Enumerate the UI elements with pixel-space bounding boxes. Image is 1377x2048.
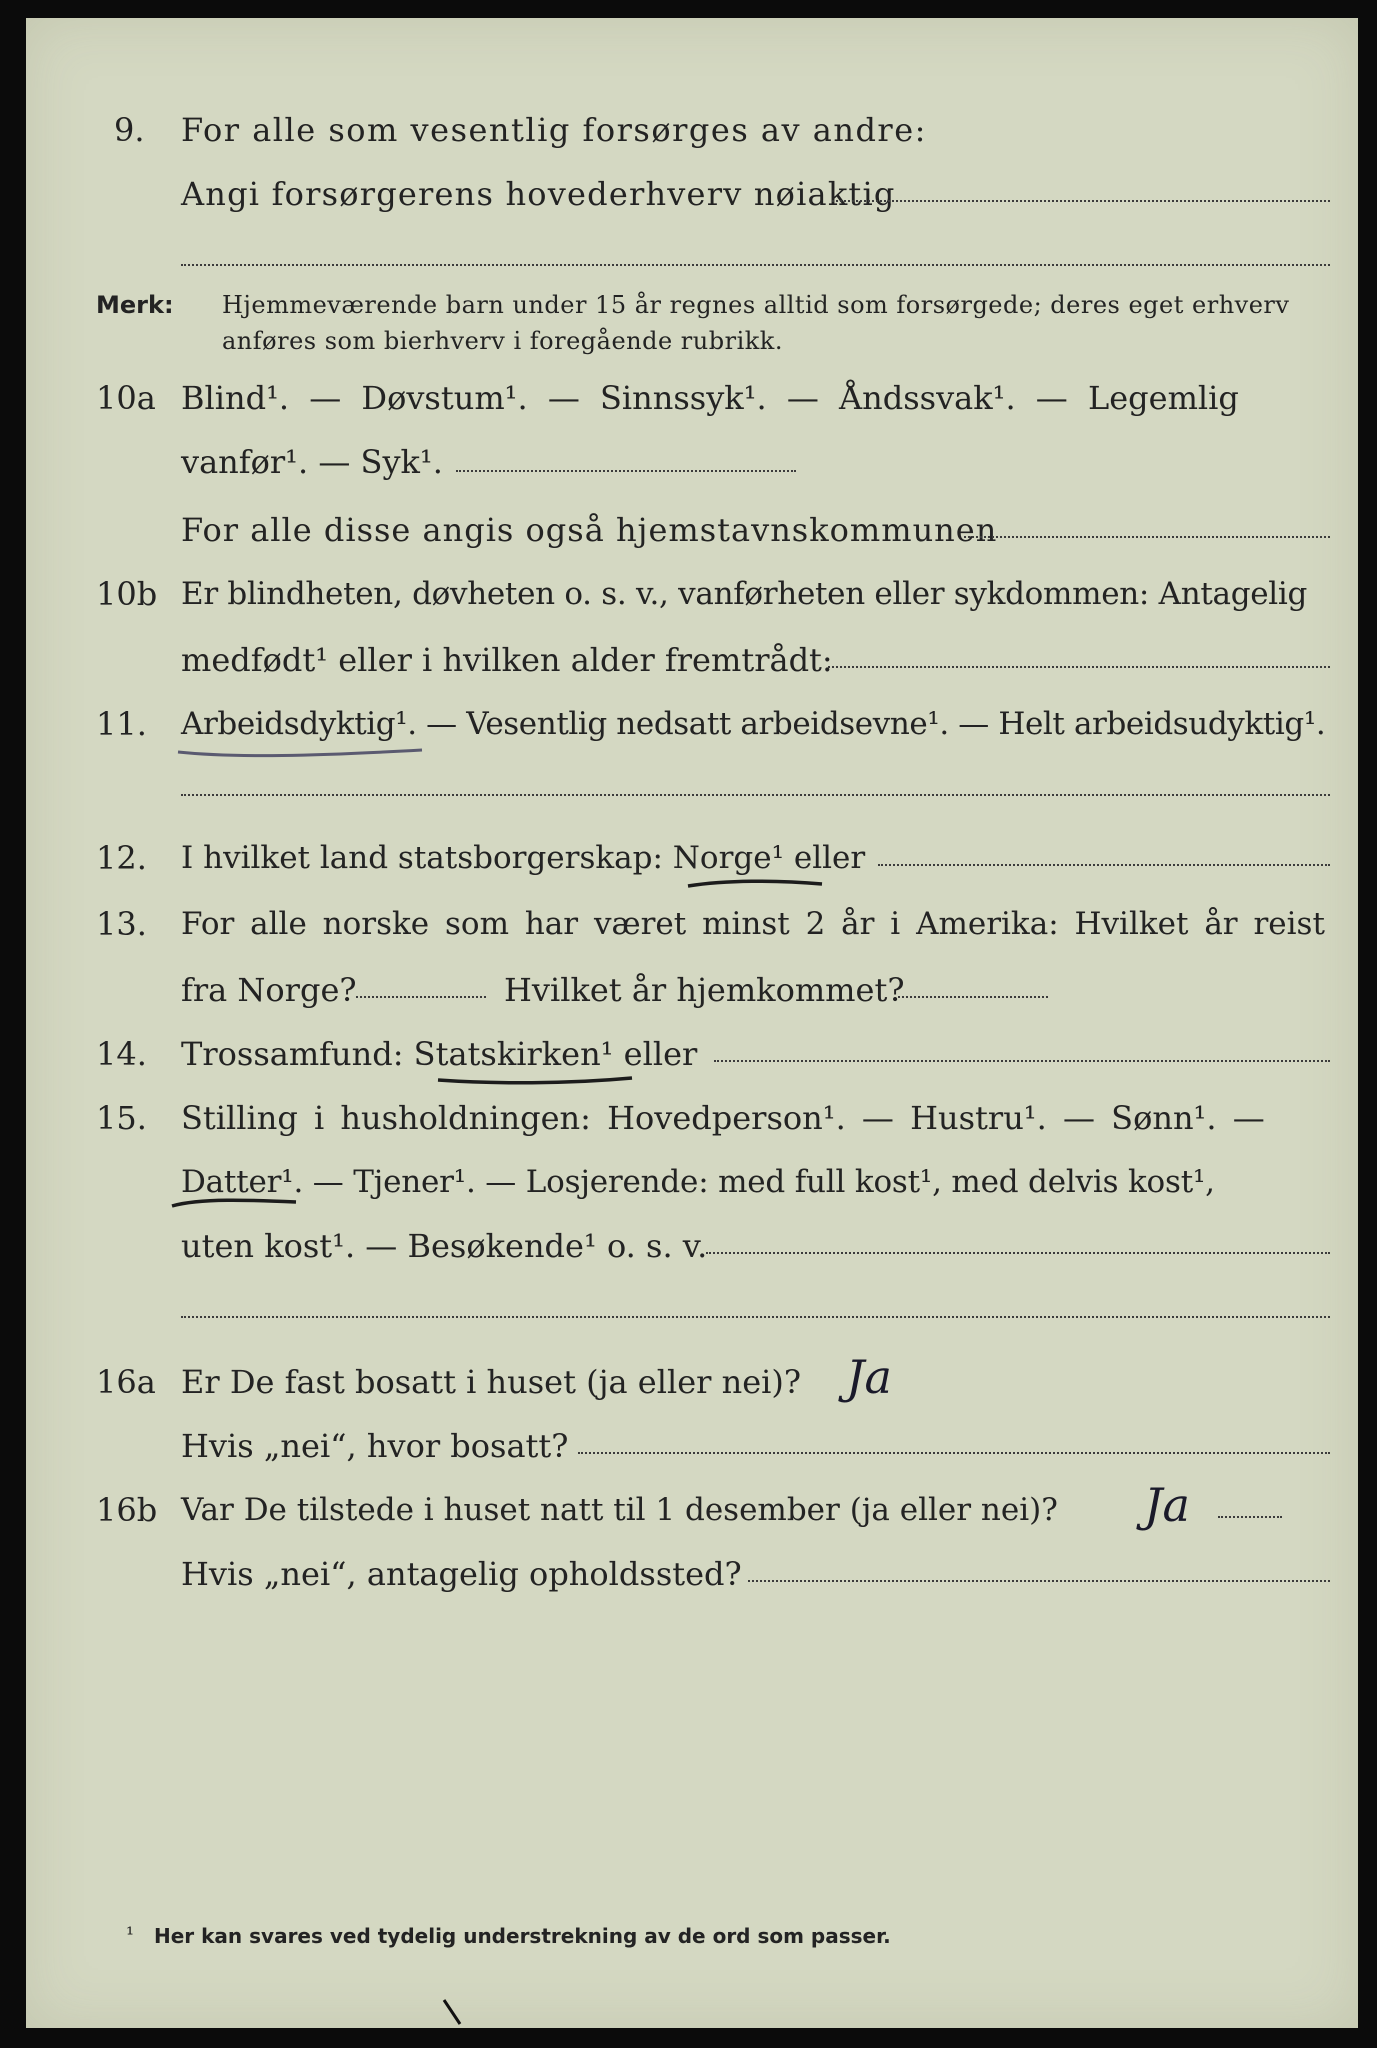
norge-underline-mark — [686, 874, 826, 894]
q10a-line1: Blind¹. — Døvstum¹. — Sinnssyk¹. — Åndssvak¹. — Legemlig — [181, 379, 1239, 417]
merk-line1: Hjemmeværende barn under 15 år regnes alltid som forsørgede; deres eget erhverv — [222, 291, 1290, 319]
q13-line1: For alle norske som har været minst 2 år i Amerika: Hvilket år reist — [181, 906, 1325, 942]
census-form-page — [26, 18, 1358, 2028]
q16b-number: 16b — [96, 1491, 158, 1529]
q15-line1: Stilling i husholdningen: Hovedperson¹. — Hustru¹. — Sønn¹. — — [181, 1099, 1265, 1137]
q9-line2: Angi forsørgerens hovederhverv nøiaktig — [181, 175, 896, 213]
arbeidsdyktig-underline-mark — [176, 742, 426, 762]
merk-label: Merk: — [96, 291, 174, 319]
q15-answer-line-2 — [181, 1316, 1330, 1318]
q12-number: 12. — [96, 839, 147, 877]
q15-line2: Datter¹. — Tjener¹. — Losjerende: med full kost¹, med delvis kost¹, — [181, 1164, 1215, 1200]
q14-answer-line — [714, 1060, 1330, 1062]
pencil-mark — [438, 1998, 468, 2028]
q9-answer-line — [832, 200, 1330, 202]
q16a-line2: Hvis „nei“, hvor bosatt? — [181, 1427, 569, 1465]
q11-answer-line — [181, 794, 1330, 796]
q16a-bosatt-line — [578, 1452, 1330, 1454]
q13-reist-line — [356, 996, 486, 998]
q13-number: 13. — [96, 905, 147, 943]
q9-number: 9. — [114, 111, 145, 149]
q10a-number: 10a — [96, 379, 156, 417]
q10a-line2: vanfør¹. — Syk¹. — [181, 443, 443, 481]
q10b-line1: Er blindheten, døvheten o. s. v., vanførheten eller sykdommen: Antagelig — [181, 576, 1308, 612]
q16b-answer-line — [1218, 1516, 1282, 1518]
q16b-line2: Hvis „nei“, antagelig opholdssted? — [181, 1555, 742, 1593]
footnote-text: Her kan svares ved tydelig understrekning av de ord som passer. — [154, 1924, 891, 1948]
q11-line1: Arbeidsdyktig¹. — Vesentlig nedsatt arbeidsevne¹. — Helt arbeidsudyktig¹. — [181, 706, 1326, 742]
q15-answer-line — [706, 1252, 1330, 1254]
q14-number: 14. — [96, 1035, 147, 1073]
q13-line2a: fra Norge? — [181, 971, 357, 1009]
q13-hjemkommet-line — [898, 996, 1048, 998]
q10b-number: 10b — [96, 575, 158, 613]
q16b-handwritten-answer: Ja — [1144, 1478, 1190, 1532]
q16b-line1: Var De tilstede i huset natt til 1 desember (ja eller nei)? — [181, 1492, 1058, 1528]
merk-line2: anføres som bierhverv i foregående rubrikk. — [222, 327, 783, 355]
q12-line1: I hvilket land statsborgerskap: Norge¹ eller — [181, 840, 866, 876]
q15-line3: uten kost¹. — Besøkende¹ o. s. v. — [181, 1227, 708, 1265]
q12-answer-line — [878, 864, 1330, 866]
q16b-opholdssted-line — [748, 1580, 1330, 1582]
footnote-mark: ¹ — [126, 1922, 135, 1946]
q11-number: 11. — [96, 705, 147, 743]
q10a-answer-line — [456, 470, 796, 472]
statskirken-underline-mark — [436, 1070, 636, 1090]
q10a-hjemstavn-line — [964, 536, 1330, 538]
q16a-number: 16a — [96, 1363, 156, 1401]
q16a-handwritten-answer: Ja — [846, 1350, 892, 1404]
q14-line1: Trossamfund: Statskirken¹ eller — [181, 1035, 698, 1073]
q15-number: 15. — [96, 1099, 147, 1137]
q16a-line1: Er De fast bosatt i huset (ja eller nei)? — [181, 1363, 802, 1401]
q9-line1: For alle som vesentlig forsørges av andre: — [181, 111, 927, 149]
q10b-answer-line — [828, 666, 1330, 668]
q10b-line2: medfødt¹ eller i hvilken alder fremtrådt: — [181, 641, 833, 679]
q10a-line3: For alle disse angis også hjemstavnskommunen — [181, 511, 998, 549]
q9-answer-line-2 — [181, 264, 1330, 266]
datter-underline-mark — [170, 1194, 300, 1214]
q13-line2b: Hvilket år hjemkommet? — [504, 971, 905, 1009]
